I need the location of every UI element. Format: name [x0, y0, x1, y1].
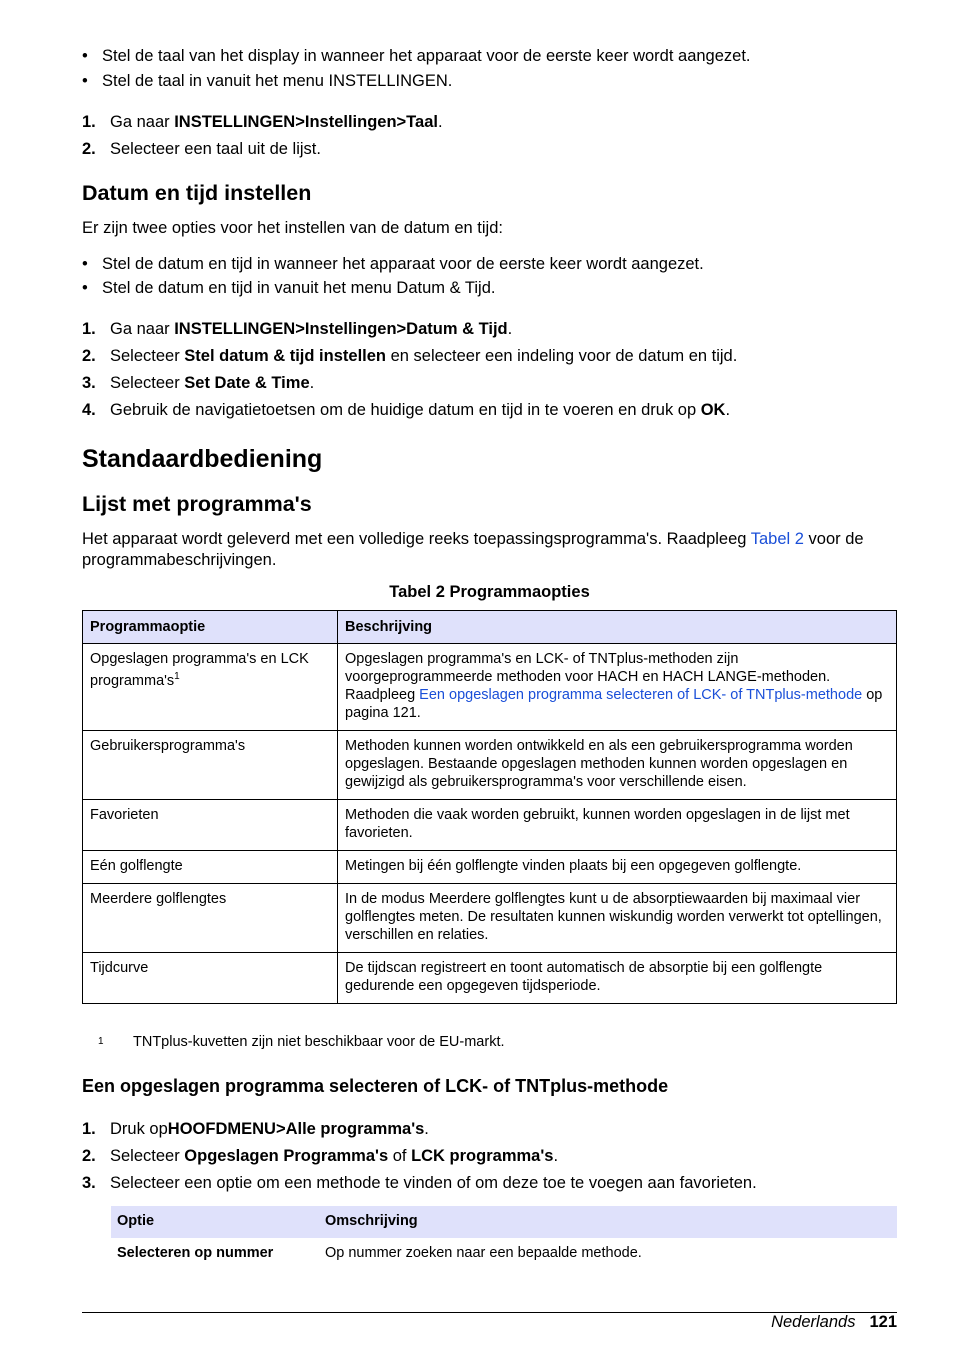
datetime-bullet: • Stel de datum en tijd in vanuit het menu Datum & Tijd. [82, 279, 496, 297]
table-cell: Opgeslagen programma's en LCK $programma's^1$ [83, 644, 338, 731]
table-cell: Meerdere golflengtes [83, 884, 338, 953]
table-row [83, 851, 897, 884]
table-row [83, 884, 897, 953]
programs-heading: Lijst met programma's [82, 492, 312, 516]
option-table [111, 1206, 897, 1270]
datetime-step-2: 2. Selecteer Stel datum & tijd instellen en selecteer een indeling voor de datum en tijd. [82, 347, 738, 365]
table-cell: Methoden die vaak worden gebruikt, kunnen worden opgeslagen in de lijst met favorieten. [338, 800, 897, 851]
table-row [83, 800, 897, 851]
page-number: 121 [869, 1313, 897, 1331]
table-cell: De tijdscan registreert en toont automatisch de absorptie bij een golflengte gedurende een opgegeven tijdsperiode. [338, 953, 897, 1004]
datetime-step-4: 4. Gebruik de navigatietoetsen om de huidige datum en tijd in te voeren en druk op OK. [82, 401, 731, 419]
select-program-link[interactable]: Een opgeslagen programma selecteren of LCK- of TNTplus-methode [419, 687, 863, 703]
datetime-step-3: 3. Selecteer Set Date & Time. [82, 374, 315, 392]
table-2-link[interactable]: Tabel 2 [750, 530, 804, 548]
column-header: Optie [111, 1206, 319, 1238]
table-header-row [111, 1206, 897, 1238]
table-cell: Op nummer zoeken naar een bepaalde methode. [325, 1245, 642, 1261]
table-cell: Tijdcurve [83, 953, 338, 1004]
datetime-bullet: • Stel de datum en tijd in wanneer het apparaat voor de eerste keer wordt aangezet. [82, 255, 704, 273]
table-cell: Metingen bij één golflengte vinden plaats bij een opgegeven golflengte. [338, 851, 897, 884]
table-cell: Eén golflengte [83, 851, 338, 884]
column-header: Programmaoptie [83, 611, 338, 644]
datetime-intro: Er zijn twee opties voor het instellen van de datum en tijd: [82, 219, 503, 237]
table-header-row [83, 611, 897, 644]
table-row [83, 644, 897, 731]
lang-step-2: 2. Selecteer een taal uit de lijst. [82, 140, 321, 158]
table-cell: Gebruikersprogramma's [83, 731, 338, 800]
page-footer [82, 1312, 897, 1332]
intro-bullet: • Stel de taal van het display in wanneer het apparaat voor de eerste keer wordt aangezet. [82, 47, 751, 65]
datetime-heading: Datum en tijd instellen [82, 181, 312, 205]
table-cell: Selecteren op nummer [117, 1245, 274, 1261]
column-header: Omschrijving [319, 1206, 897, 1238]
select-step-2: 2. Selecteer Opgeslagen Programma's of LCK programma's. [82, 1147, 559, 1165]
datetime-step-1: 1. Ga naar INSTELLINGEN>Instellingen>Datum & Tijd. [82, 320, 513, 338]
table-row [83, 953, 897, 1004]
footer-language: Nederlands [771, 1313, 856, 1331]
select-step-3: 3. Selecteer een optie om een methode te vinden of om deze toe te voegen aan favorieten. [82, 1174, 757, 1192]
table-cell: In de modus Meerdere golflengtes kunt u de absorptiewaarden bij maximaal vier golflengtes meten. De resultaten kunnen wiskundig worden verwerkt tot optellingen, verschillen en relaties. [338, 884, 897, 953]
select-heading: Een opgeslagen programma selecteren of LCK- of TNTplus-methode [82, 1076, 669, 1096]
table-caption: Tabel 2 Programmaopties [389, 583, 590, 601]
table-footnote: 1 TNTplus-kuvetten zijn niet beschikbaar voor de EU-markt. [98, 1034, 505, 1050]
standard-heading: Standaardbediening [82, 445, 323, 473]
table-cell: Methoden kunnen worden ontwikkeld en als een gebruikersprogramma worden opgeslagen. Bestaande opgeslagen methoden kunnen worden opgeslagen en gewijzigd als gebruikersprogramma's voor verschillende eisen. [338, 731, 897, 800]
program-options-table [82, 610, 897, 1004]
select-step-1: 1. Druk opHOOFDMENU>Alle programma's. [82, 1120, 429, 1138]
table-row [83, 731, 897, 800]
lang-step-1: 1. Ga naar INSTELLINGEN>Instellingen>Taal. [82, 113, 443, 131]
programs-intro: Het apparaat wordt geleverd met een volledige reeks toepassingsprogramma's. Raadpleeg Tabel 2 voor de programmabeschrijvingen. [82, 530, 864, 569]
table-cell: Opgeslagen programma's en LCK- of TNTplus-methoden zijn voorgeprogrammeerde methoden voor HACH en HACH LANGE-methoden. Raadpleeg Een opgeslagen programma selecteren of LCK- of TNTplus-methode op pagina 121. [338, 644, 897, 731]
table-row [111, 1238, 897, 1270]
table-cell: Favorieten [83, 800, 338, 851]
intro-bullet: • Stel de taal in vanuit het menu INSTELLINGEN. [82, 72, 453, 90]
column-header: Beschrijving [338, 611, 897, 644]
